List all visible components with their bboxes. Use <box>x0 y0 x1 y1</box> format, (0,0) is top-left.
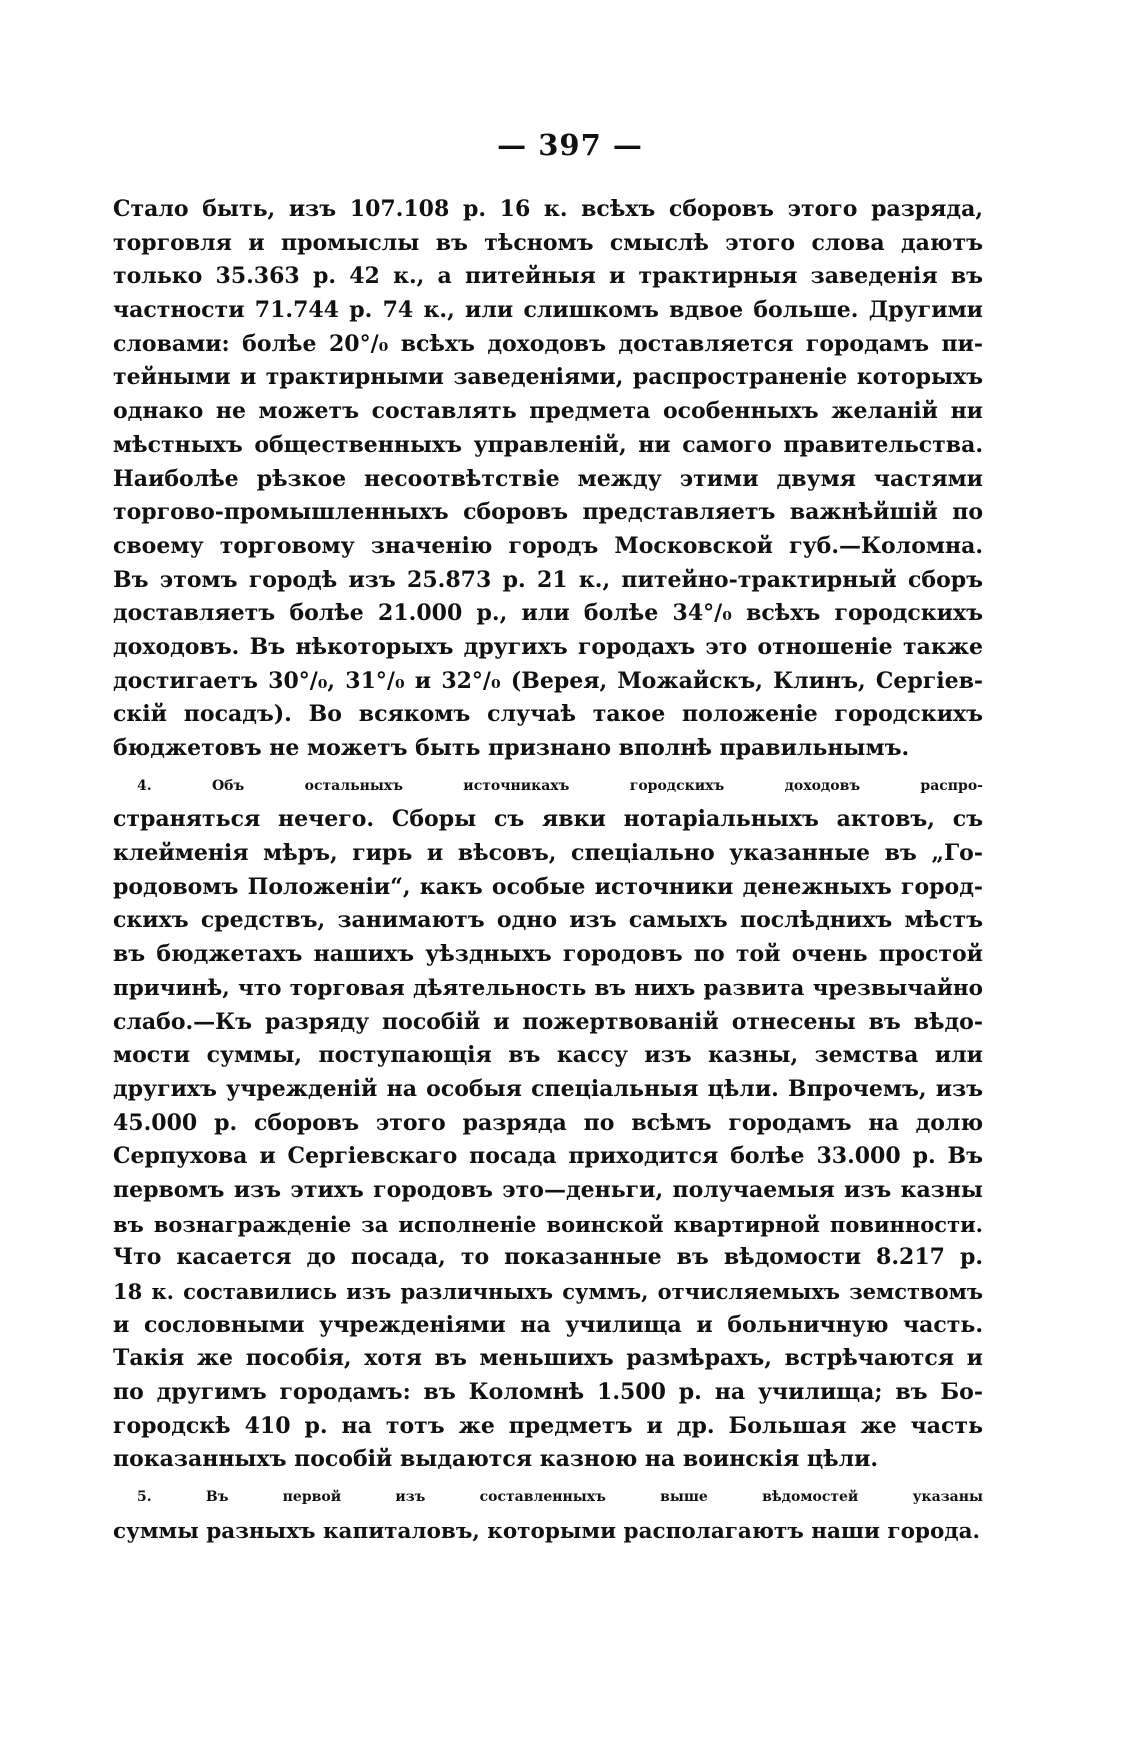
text-line: родовомъ Положеніи“, какъ особые источники денежныхъ город- <box>113 873 983 900</box>
text-line: Въ этомъ городѣ изъ 25.873 р. 21 к., питейно-трактирный сборъ <box>113 566 983 593</box>
text-line: своему торговому значенію городъ Московской губ.—Коломна. <box>113 532 983 559</box>
text-line: Наиболѣе рѣзкое несоотвѣтствіе между этими двумя частями <box>113 465 983 492</box>
paragraph <box>113 193 983 766</box>
text-line: Такія же пособія, хотя въ меньшихъ размѣрахъ, встрѣчаются и <box>113 1345 983 1372</box>
paragraph <box>113 770 983 1477</box>
text-line: доходовъ. Въ нѣкоторыхъ другихъ городахъ это отношеніе также <box>113 633 983 660</box>
text-line: 4. Объ остальныхъ источникахъ городскихъ доходовъ распро- <box>137 777 983 794</box>
text-line: мости суммы, поступающія въ кассу изъ казны, земства или <box>113 1042 983 1069</box>
text-line: только 35.363 р. 42 к., а питейныя и трактирныя заведенія въ <box>113 263 983 290</box>
text-line: 45.000 р. сборовъ этого разряда по всѣмъ городамъ на долю <box>113 1109 983 1136</box>
page-number: — 397 — <box>497 128 643 162</box>
text-line: страняться нечего. Сборы съ явки нотаріальныхъ актовъ, съ <box>113 806 983 833</box>
text-line: причинѣ, что торговая дѣятельность въ нихъ развита чрезвычайно <box>113 975 983 1001</box>
text-line: торговля и промыслы въ тѣсномъ смыслѣ этого слова даютъ <box>113 229 983 256</box>
text-line: торгово-промышленныхъ сборовъ представляетъ важнѣйшій по <box>113 499 983 526</box>
text-line: тейными и трактирными заведеніями, распространеніе которыхъ <box>113 364 983 391</box>
text-line: первомъ изъ этихъ городовъ это—деньги, получаемыя изъ казны <box>113 1176 983 1203</box>
text-line: Что касается до посада, то показанные въ вѣдомости 8.217 р. <box>113 1244 983 1271</box>
paragraph <box>113 1481 983 1548</box>
text-line: Серпухова и Сергіевскаго посада приходится болѣе 33.000 р. Въ <box>113 1143 983 1170</box>
text-line: по другимъ городамъ: въ Коломнѣ 1.500 р. на училища; въ Бо- <box>113 1379 983 1406</box>
text-line: Стало быть, изъ 107.108 р. 16 к. всѣхъ сборовъ этого разряда, <box>113 196 983 222</box>
text-line: бюджетовъ не можетъ быть признано вполнѣ правильнымъ. <box>113 735 910 761</box>
text-line: городскѣ 410 р. на тотъ же предметъ и др. Большая же часть <box>113 1412 983 1439</box>
text-line: однако не можетъ составлять предмета особенныхъ желаній ни <box>113 398 983 425</box>
text-line: другихъ учрежденій на особыя спеціальныя цѣли. Впрочемъ, изъ <box>113 1075 983 1102</box>
text-line: показанныхъ пособій выдаются казною на воинскія цѣли. <box>113 1446 879 1473</box>
text-line: скій посадъ). Во всякомъ случаѣ такое положеніе городскихъ <box>113 701 983 728</box>
text-line: 5. Въ первой изъ составленныхъ выше вѣдомостей указаны <box>137 1489 983 1506</box>
body-text <box>113 193 983 1549</box>
text-line: скихъ средствъ, занимаютъ одно изъ самыхъ послѣднихъ мѣстъ <box>113 907 983 934</box>
text-line: въ бюджетахъ нашихъ уѣздныхъ городовъ по той очень простой <box>113 941 983 968</box>
text-line: слабо.—Къ разряду пособій и пожертвованій отнесены въ вѣдо- <box>113 1008 983 1035</box>
text-line: мѣстныхъ общественныхъ управленій, ни самого правительства. <box>113 431 983 458</box>
text-line: словами: болѣе 20°/₀ всѣхъ доходовъ доставляется городамъ пи- <box>113 330 983 357</box>
text-line: достигаетъ 30°/₀, 31°/₀ и 32°/₀ (Верея, Можайскъ, Клинъ, Сергіев- <box>113 667 983 694</box>
text-line: клейменія мѣръ, гирь и вѣсовъ, спеціально указанные въ „Го- <box>113 840 983 867</box>
text-line: и сословными учрежденіями на училища и больничную часть. <box>113 1311 983 1338</box>
text-line: 18 к. составились изъ различныхъ суммъ, отчисляемыхъ земствомъ <box>113 1279 983 1304</box>
text-line: въ вознагражденіе за исполненіе воинской квартирной повинности. <box>113 1211 983 1237</box>
text-line: суммы разныхъ капиталовъ, которыми располагаютъ наши города. <box>113 1518 981 1544</box>
text-line: доставляетъ болѣе 21.000 р., или болѣе 34°/₀ всѣхъ городскихъ <box>113 600 983 627</box>
text-line: частности 71.744 р. 74 к., или слишкомъ вдвое больше. Другими <box>113 297 983 324</box>
